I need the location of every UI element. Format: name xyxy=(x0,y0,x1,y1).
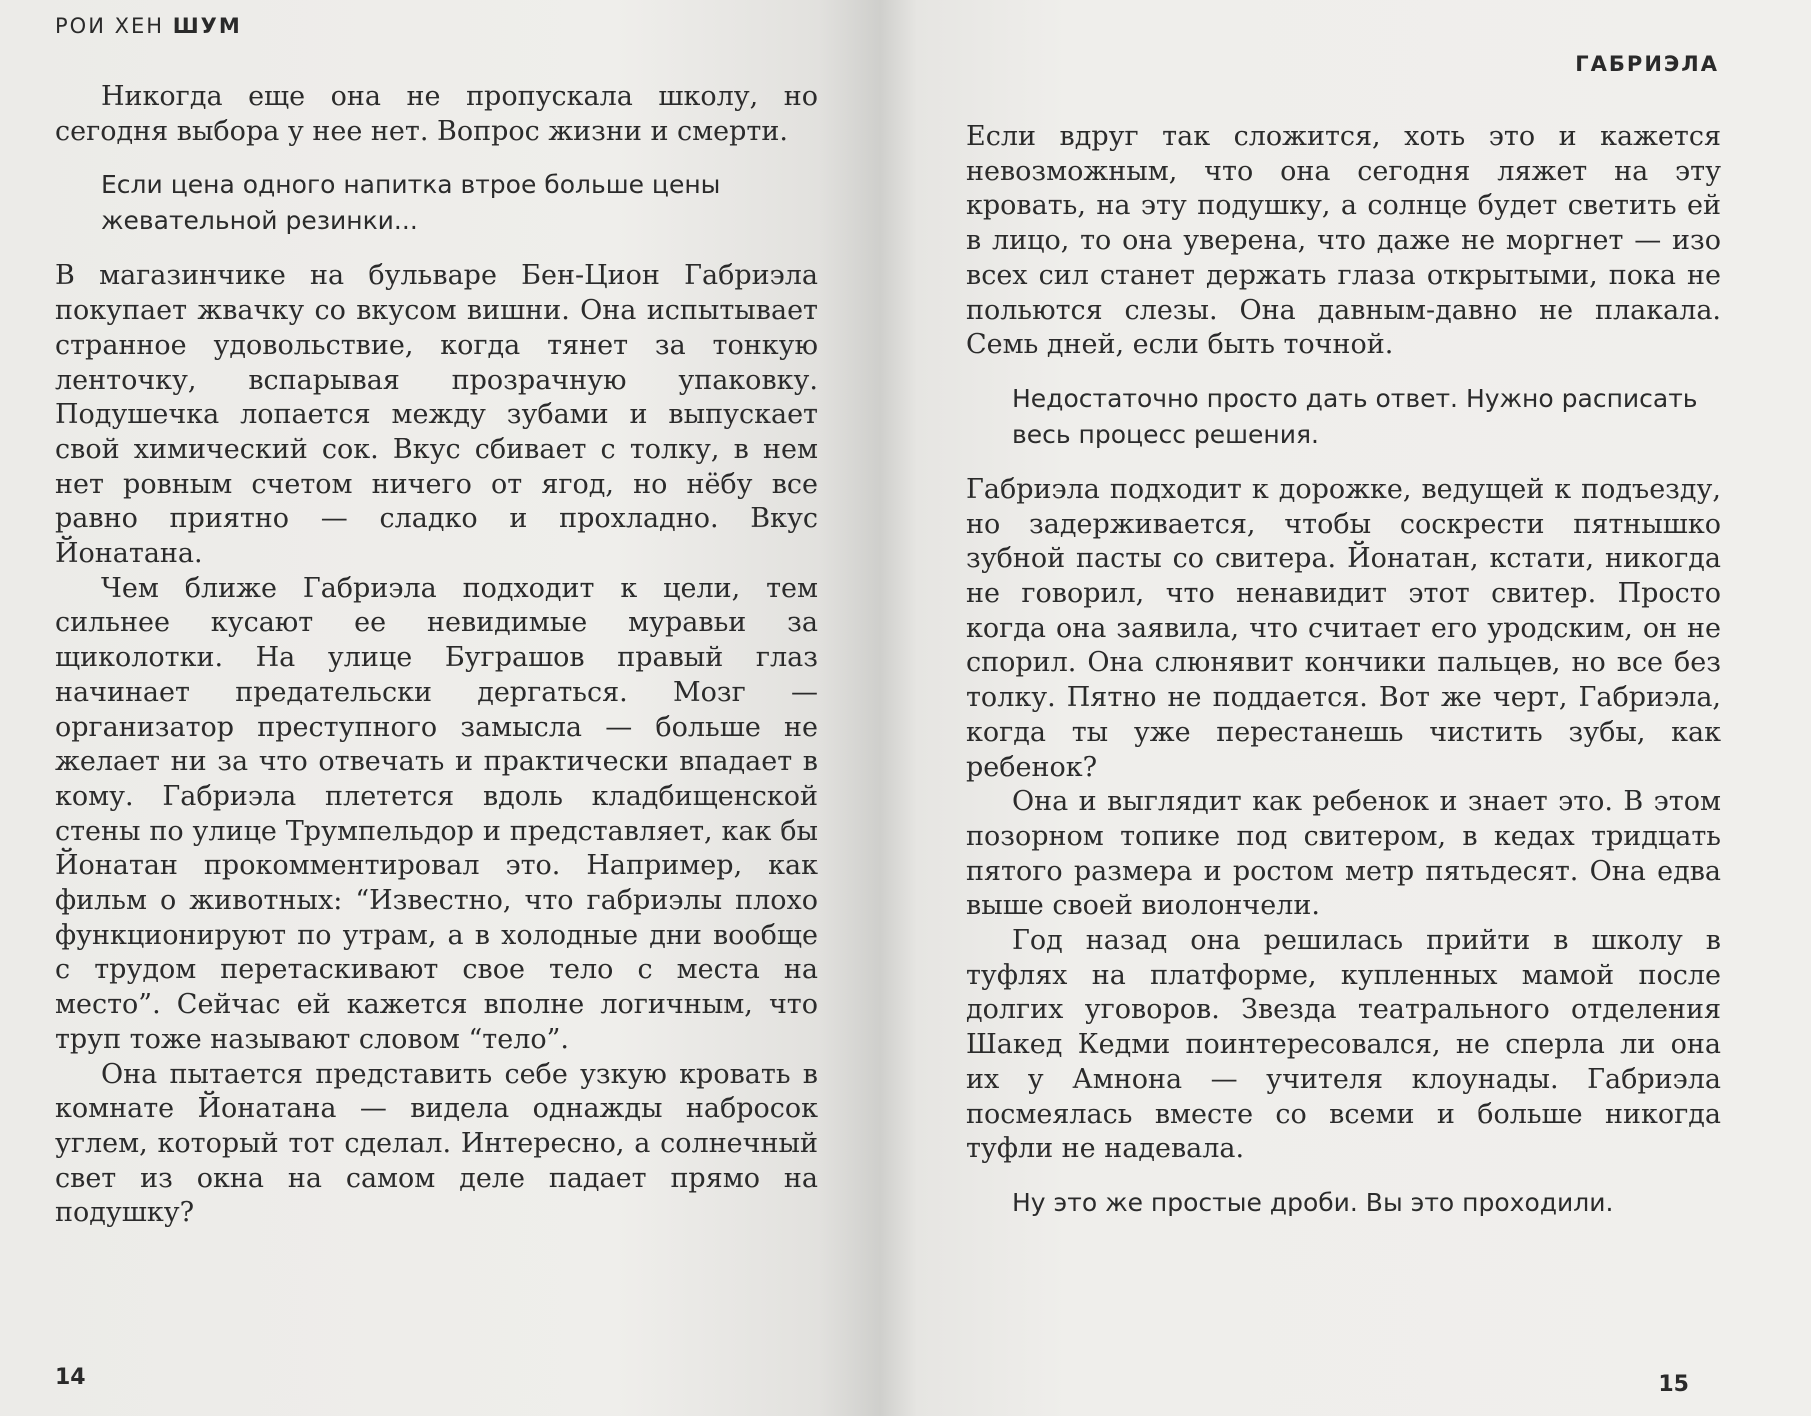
book-title: ШУМ xyxy=(172,14,242,38)
math-problem-text: Ну это же простые дроби. Вы это проходили. xyxy=(1012,1187,1614,1217)
page-number-right: 15 xyxy=(1658,1372,1689,1397)
left-page xyxy=(0,0,880,1416)
author-name: РОИ ХЕН xyxy=(55,14,165,38)
paragraph: Чем ближе Габриэла подходит к цели, тем сильнее кусают ее невидимые муравьи за щиколотки. На улице Буграшов правый глаз начинает предательски дергаться. Мозг — организатор преступного замысла — больше не желает ни за что отвечать и практически впадает в кому. Габриэла плетется вдоль кладбищенской стены по улице Трумпельдор и представляет, как бы Йонатан прокомментировал это. Например, как фильм о животных: “Известно, что габриэлы плохо функционируют по утрам, а в холодные дни вообще с трудом перетаскивают свое тело с места на место”. Сейчас ей кажется вполне логичным, что труп тоже называют словом “тело”. xyxy=(55,572,818,1055)
math-problem-text: Недостаточно просто дать ответ. Нужно расписать весь процесс решения. xyxy=(1012,383,1698,449)
paragraph: Год назад она решилась прийти в школу в туфлях на платформе, купленных мамой после долгих уговоров. Звезда театрального отделения Шакед Кедми поинтересовался, не сперла ли она их у Амнона — учителя клоунады. Габриэла посмеялась вместе со всеми и больше никогда туфли не надевала. xyxy=(966,925,1721,1165)
paragraph: Она пытается представить себе узкую кровать в комнате Йонатана — видела однажды набросок углем, который тот сделал. Интересно, а солнечный свет из окна на самом деле падает прямо на подушку? xyxy=(55,1058,818,1229)
right-page-text xyxy=(966,120,1721,1241)
running-head-right: ГАБРИЭЛА xyxy=(1575,52,1719,76)
paragraph: Если вдруг так сложится, хоть это и кажется невозможным, что она сегодня ляжет на эту кровать, на эту подушку, а солнце будет светить ей в лицо, то она уверена, что даже не моргнет — изо всех сил станет держать глаза открытыми, пока не польются слезы. Она давным-давно не плакала. Семь дней, если быть точной. xyxy=(966,121,1721,361)
paragraph: В магазинчике на бульваре Бен-Цион Габриэла покупает жвачку со вкусом вишни. Она испытывает странное удовольствие, когда тянет за тонкую ленточку, вспарывая прозрачную упаковку. Подушечка лопается между зубами и выпускает свой химический сок. Вкус сбивает с толку, в нем нет ровным счетом ничего от ягод, но нёбу все равно приятно — сладко и прохладно. Вкус Йонатана. xyxy=(55,260,818,570)
paragraph: Никогда еще она не пропускала школу, но сегодня выбора у нее нет. Вопрос жизни и смерти. xyxy=(55,81,818,147)
paragraph: Она и выглядит как ребенок и знает это. В этом позорном топике под свитером, в кедах тридцать пятого размера и ростом метр пятьдесят. Она едва выше своей виолончели. xyxy=(966,786,1721,922)
left-page-text xyxy=(55,80,818,1231)
paragraph: Габриэла подходит к дорожке, ведущей к подъезду, но задерживается, чтобы соскрести пятнышко зубной пасты со свитера. Йонатан, кстати, никогда не говорил, что ненавидит этот свитер. Просто когда она заявила, что считает его уродским, он не спорил. Она слюнявит кончики пальцев, но все без толку. Пятно не поддается. Вот же черт, Габриэла, когда ты уже перестанешь чистить зубы, как ребенок? xyxy=(966,473,1721,783)
page-number-left: 14 xyxy=(55,1365,86,1390)
math-problem-text: Если цена одного напитка втрое больше цены жевательной резинки... xyxy=(101,170,721,236)
running-head-left xyxy=(55,14,242,38)
